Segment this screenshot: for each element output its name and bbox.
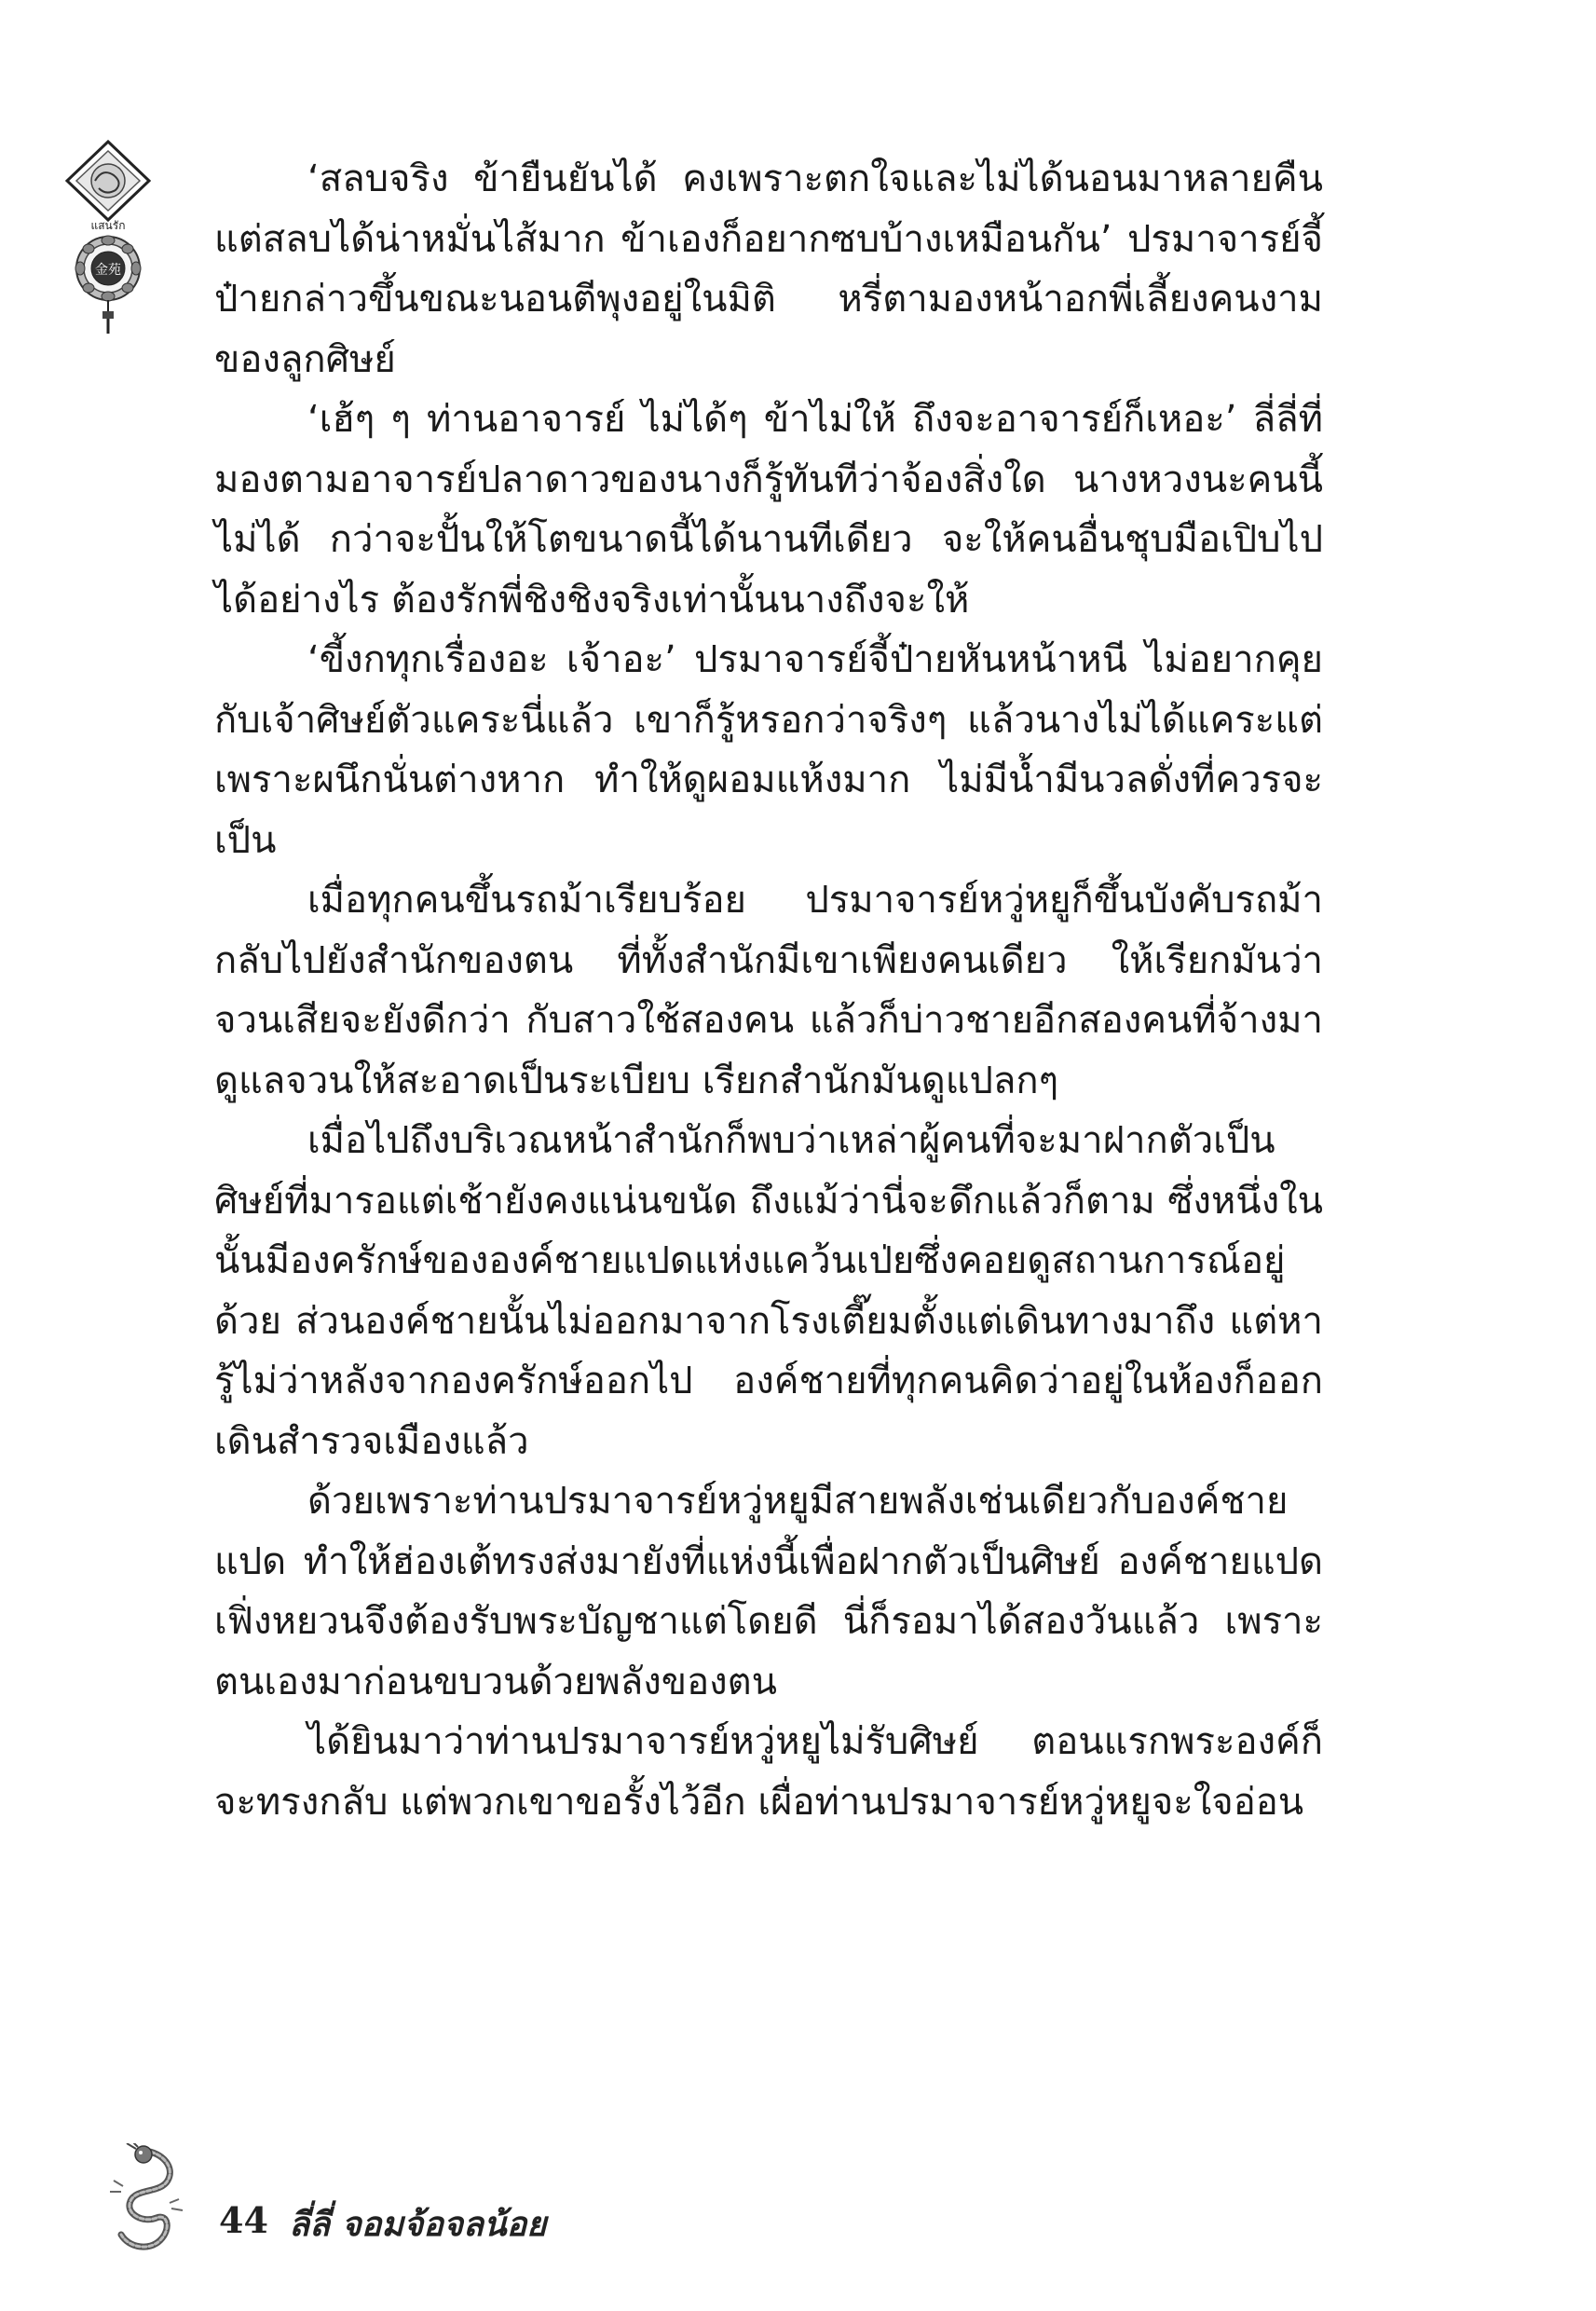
- book-title: ลี่ลี่ จอมจ้อจลน้อย: [289, 2205, 547, 2244]
- paragraph-7: ได้ยินมาว่าท่านปรมาจารย์หวู่หยูไม่รับศิษย์ ตอนแรกพระองค์ก็จะทรงกลับ แต่พวกเขาขอรั้งไว้อีก เผื่อท่านปรมาจารย์หวู่หยูจะใจอ่อน: [214, 1720, 1323, 1824]
- paragraph-3: ‘ขี้งกทุกเรื่องอะ เจ้าอะ’ ปรมาจารย์จี้ป๋ายหันหน้าหนี ไม่อยากคุยกับเจ้าศิษย์ตัวแคระนี่แล้ว เขาก็รู้หรอกว่าจริงๆ แล้วนางไม่ได้แคระแต่เพราะผนึกนั่นต่างหาก ทำให้ดูผอมแห้งมาก ไม่มีน้ำมีนวลดั่งที่ควรจะเป็น: [214, 638, 1323, 862]
- emblem-label-top: แสนรัก: [90, 219, 126, 232]
- paragraph-1: ‘สลบจริง ข้ายืนยันได้ คงเพราะตกใจและไม่ได้นอนมาหลายคืน แต่สลบได้น่าหมั่นไส้มาก ข้าเองก็อยากซบบ้างเหมือนกัน’ ปรมาจารย์จี้ป๋ายกล่าวขึ้นขณะนอนตีพุงอยู่ในมิติ หรี่ตามองหน้าอกพี่เลี้ยงคนงามของลูกศิษย์: [214, 157, 1323, 381]
- emblem-ornament-icon: [56, 140, 168, 335]
- chapter-emblem: [56, 140, 168, 335]
- paragraph-2: ‘เฮ้ๆ ๆ ท่านอาจารย์ ไม่ได้ๆ ข้าไม่ให้ ถึงจะอาจารย์ก็เหอะ’ ลี่ลี่ที่มองตามอาจารย์ปลาดาวของนางก็รู้ทันทีว่าจ้องสิ่งใด นางหวงนะคนนี้ไม่ได้ กว่าจะปั้นให้โตขนาดนี้ได้นานทีเดียว จะให้คนอื่นชุบมือเปิบไปได้อย่างไร ต้องรักพี่ชิงชิงจริงเท่านั้นนางถึงจะให้: [214, 398, 1323, 622]
- paragraph-6: ด้วยเพราะท่านปรมาจารย์หวู่หยูมีสายพลังเช่นเดียวกับองค์ชายแปด ทำให้ฮ่องเต้ทรงส่งมายังที่แห่งนี้เพื่อฝากตัวเป็นศิษย์ องค์ชายแปดเฟิ่งหยวนจึงต้องรับพระบัญชาแต่โดยดี นี่ก็รอมาได้สองวันแล้ว เพราะตนเองมาก่อนขบวนด้วยพลังของตน: [214, 1480, 1323, 1703]
- paragraph-4: เมื่อทุกคนขึ้นรถม้าเรียบร้อย ปรมาจารย์หวู่หยูก็ขึ้นบังคับรถม้ากลับไปยังสำนักของตน ที่ทั้งสำนักมีเขาเพียงคนเดียว ให้เรียกมันว่าจวนเสียจะยังดีกว่า กับสาวใช้สองคน แล้วก็บ่าวชายอีกสองคนที่จ้างมาดูแลจวนให้สะอาดเป็นระเบียบ เรียกสำนักมันดูแปลกๆ: [214, 879, 1323, 1102]
- paragraph-5: เมื่อไปถึงบริเวณหน้าสำนักก็พบว่าเหล่าผู้คนที่จะมาฝากตัวเป็นศิษย์ที่มารอแต่เช้ายังคงแน่นขนัด ถึงแม้ว่านี่จะดึกแล้วก็ตาม ซึ่งหนึ่งในนั้นมีองครักษ์ขององค์ชายแปดแห่งแคว้นเป่ยซึ่งคอยดูสถานการณ์อยู่ด้วย ส่วนองค์ชายนั้นไม่ออกมาจากโรงเตี๊ยมตั้งแต่เดินทางมาถึง แต่หารู้ไม่ว่าหลังจากองครักษ์ออกไป องค์ชายที่ทุกคนคิดว่าอยู่ในห้องก็ออกเดินสำรวจเมืองแล้ว: [214, 1119, 1323, 1463]
- chapter-body: [214, 149, 1323, 1832]
- page-number: 44: [219, 2199, 268, 2241]
- dragon-icon: [102, 2143, 186, 2255]
- page-footer: [102, 2143, 755, 2255]
- emblem-label-center: 金苑: [95, 263, 121, 278]
